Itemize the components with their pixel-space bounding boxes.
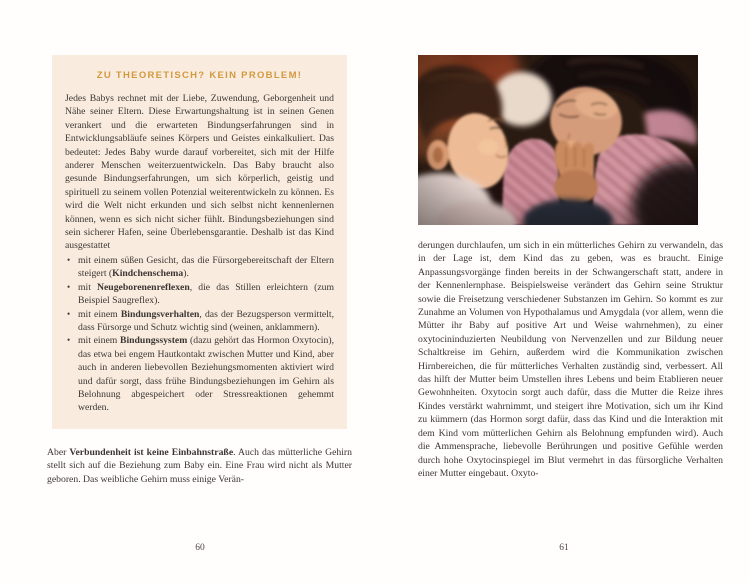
bullet-item [78,281,334,308]
bullet-text-pre: mit einem [78,335,120,347]
bullet-item [78,254,334,281]
page-number-left: 60 [195,543,205,553]
paragraph-text-post: . Auch das mütterliche Gehirn stellt sich auf die Beziehung zum Baby ein. Eine Frau wird nicht als Mutter geboren. Das weibliche Gehirn muss einige Verän- [47,446,352,485]
mother-baby-photo [418,55,698,225]
info-box-intro: Jedes Babys rechnet mit der Liebe, Zuwendung, Geborgenheit und Nähe seiner Eltern. Diese Erwartungshaltung ist in seinen Genen verankert und die erwarteten Bindungserfahrungen sind in Entwicklungsabläufe seines Körpers und Geistes einkalkuliert. Das bedeutet: Jedes Baby wurde darauf vorbereitet, sich mit der Hilfe anderer Menschen weiterzuentwickeln. Das Baby braucht also gesunde Bindungserfahrungen, um sich körperlich, geistig und spirituell zu seinem vollen Potenzial weiterentwickeln zu können. Es wird die Welt nicht erkunden und sich selbst nicht kennenlernen können, wenn es sich nicht sicher fühlt. Bindungsbeziehungen sind sein sicherer Hafen, seine Überlebensgarantie. Deshalb ist das Kind ausgestattet [65,93,334,252]
bullet-text-bold: Bindungsverhalten [120,308,200,320]
bullet-text-post: , die das Stillen erleichtern (zum Beispiel Saugreflex). [78,281,334,307]
bullet-text-pre: mit einem süßen Gesicht, das die Fürsorgebereitschaft der Eltern steigert ( [78,254,334,280]
bullet-text-bold: Neugeborenenreflexen [97,281,190,293]
bullet-item [78,308,334,335]
bullet-text-post: ). [183,268,189,280]
bullet-item [78,334,334,414]
bullet-text-bold: Bindungssystem [120,335,188,347]
paragraph-text-bold: Verbundenheit ist keine Einbahnstraße [69,446,234,458]
info-box-title: ZU THEORETISCH? KEIN PROBLEM! [96,70,303,81]
page-number-right: 61 [559,543,569,553]
info-box [52,55,347,429]
bullet-text-post: (dazu gehört das Hormon Oxytocin), das etwa bei engem Hautkontakt zwischen Mutter und Kind, aber auch in anderen liebevollen Beziehungsmomenten aktiviert wird und dafür sorgt, dass frühe Bindungsbeziehungen im Gehirn als Belohnung abgespeichert oder Stressreaktionen gehemmt werden. [78,335,334,414]
bullet-text-bold: Kindchenschema [112,268,184,280]
right-page-paragraph: derungen durchlaufen, um sich in ein mütterliches Gehirn zu verwandeln, das in der Lage ist, dem Kind das zu geben, was es braucht. Einige Anpassungsvorgänge finden bereits in der Schwangerschaft statt, andere in der Kennenlernphase. Beispielsweise verändert das Gehirn seine Struktur sowie die Freisetzung verschiedener Substanzen im Gehirn. So kommt es zur Zunahme an Volumen von Hypothalamus und Amygdala (vor allem, wenn die Mütter ihr Baby auf positive Art und Weise wahrnehmen), zu einer oxytocininduzierten Neubildung von Nervenzellen und zur Bildung neuer Schaltkreise im Gehirn, außerdem wird die Kommunikation zwischen Hirnbereichen, die für mütterliches Verhalten zuständig sind, verbessert. All das hilft der Mutter beim Umstellen ihres Lebens und beim Etablieren neuer Gewohnheiten. Oxytocin sorgt auch dafür, dass die Mutter die Reize ihres Kindes verstärkt wahrnimmt, und steigert ihre Motivation, sich um ihr Kind zu kümmern (das Hormon sorgt dafür, dass das Kind und die Interaktion mit dem Kind vom mütterlichen Gehirn als Belohnung empfunden wird). Auch die Ammensprache, liebevolle Berührungen und positive Gefühle werden durch hohe Oxytocinspiegel im Blut vermehrt in das fürsorgliche Verhalten einer Mutter eingebaut. Oxyto- [418,240,723,479]
left-page-paragraph [47,446,352,486]
left-page [47,55,353,486]
bullet-text-pre: mit einem [78,308,121,320]
bullet-list [65,254,334,415]
right-page [418,55,723,480]
bullet-text-pre: mit [78,281,98,293]
paragraph-text-pre: Aber [47,446,70,458]
bullet-text-post: , das der Bezugsperson vermittelt, dass Fürsorge und Schutz wichtig sind (weinen, anklammern). [78,308,334,333]
